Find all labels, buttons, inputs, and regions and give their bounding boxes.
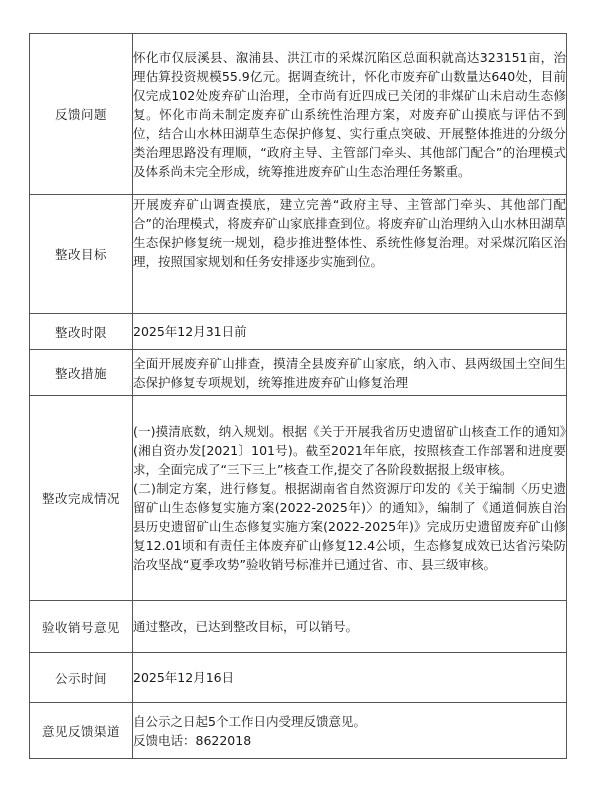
acceptance-opinion-text: 通过整改，已达到整改目标，可以销号。 — [133, 619, 359, 634]
row-label-feedback-issue: 反馈问题 — [30, 34, 133, 195]
row-label-publicity-date: 公示时间 — [30, 653, 133, 703]
table-row — [30, 653, 567, 703]
table-row — [30, 314, 567, 350]
table-row — [30, 195, 567, 314]
row-label-acceptance-opinion: 验收销号意见 — [30, 601, 133, 653]
feedback-phone: 反馈电话：8622018 — [133, 732, 252, 748]
row-content-acceptance-opinion — [133, 601, 567, 653]
row-label-deadline: 整改时限 — [30, 314, 133, 350]
row-content-measures — [133, 350, 567, 396]
table-row — [30, 396, 567, 601]
measures-text: 全面开展废弃矿山排查，摸清全县废弃矿山家底，纳入市、县两级国土空间生态保护修复专项规划，统筹推进废弃矿山修复治理 — [133, 355, 566, 390]
row-label-measures: 整改措施 — [30, 350, 133, 396]
row-content-deadline — [133, 314, 567, 350]
feedback-issue-text: 怀化市仅辰溪县、溆浦县、洪江市的采煤沉陷区总面积就高达323151亩，治理估算投资规模55.9亿元。据调查统计，怀化市废弃矿山数量达640处，目前仅完成102处废弃矿山治理，全市尚有近四成已关闭的非煤矿山未启动生态修复。怀化市尚未制定废弃矿山系统性治理方案，对废弃矿山摸底与评估不到位，结合山水林田湖草生态保护修复、实行重点突破、开展整体推进的分级分类治理思路没有理顺，“政府主导、主管部门牵头、其他部门配合”的治理模式及体系尚未完全形成，统筹推进废弃矿山生态治理任务繁重。 — [133, 49, 566, 179]
deadline-text: 2025年12月31日前 — [133, 324, 247, 339]
row-label-feedback-channel: 意见反馈渠道 — [30, 703, 133, 759]
publicity-date-text: 2025年12月16日 — [133, 670, 235, 685]
row-content-rectification-goal — [133, 195, 567, 314]
table-row — [30, 601, 567, 653]
completion-status-paragraph-1: (一)摸清底数，纳入规划。根据《关于开展我省历史遗留矿山核查工作的通知》(湘自资办发[2021〕101号)。截至2021年年底，按照核查工作部署和进度要求，全面完成了“三下三上”核查工作,提交了各阶段数据报上级审核。 — [133, 424, 566, 477]
row-label-completion-status: 整改完成情况 — [30, 396, 133, 601]
row-label-rectification-goal: 整改目标 — [30, 195, 133, 314]
completion-status-paragraph-2: (二)制定方案，进行修复。根据湖南省自然资源厅印发的《关于编制〈历史遗留矿山生态修复实施方案(2022-2025年)〉的通知》，编制了《通道侗族自治县历史遗留矿山生态修复实施方案(2022-2025年)》完成历史遗留废弃矿山修复12.01顷和有责任主体废弃矿山修复12.4公顷，生态修复成效已达省污染防治攻坚战“夏季攻势”验收销号标准并已通过省、市、县三级审核。 — [133, 481, 566, 572]
rectification-table — [29, 33, 567, 759]
table-row — [30, 703, 567, 759]
table-row — [30, 34, 567, 195]
row-content-feedback-issue — [133, 34, 567, 195]
feedback-channel-notice: 自公示之日起5个工作日内受理反馈意见。 — [133, 713, 366, 729]
row-content-publicity-date — [133, 653, 567, 703]
row-content-feedback-channel — [133, 703, 567, 759]
rectification-goal-text: 开展废弃矿山调查摸底，建立完善“政府主导、主管部门牵头、其他部门配合”的治理模式，将废弃矿山家底排查到位。将废弃矿山治理纳入山水林田湖草生态保护修复统一规划，稳步推进整体性、系统性修复治理。对采煤沉陷区治理，按照国家规划和任务安排逐步实施到位。 — [133, 197, 566, 269]
table-row — [30, 350, 567, 396]
row-content-completion-status — [133, 396, 567, 601]
